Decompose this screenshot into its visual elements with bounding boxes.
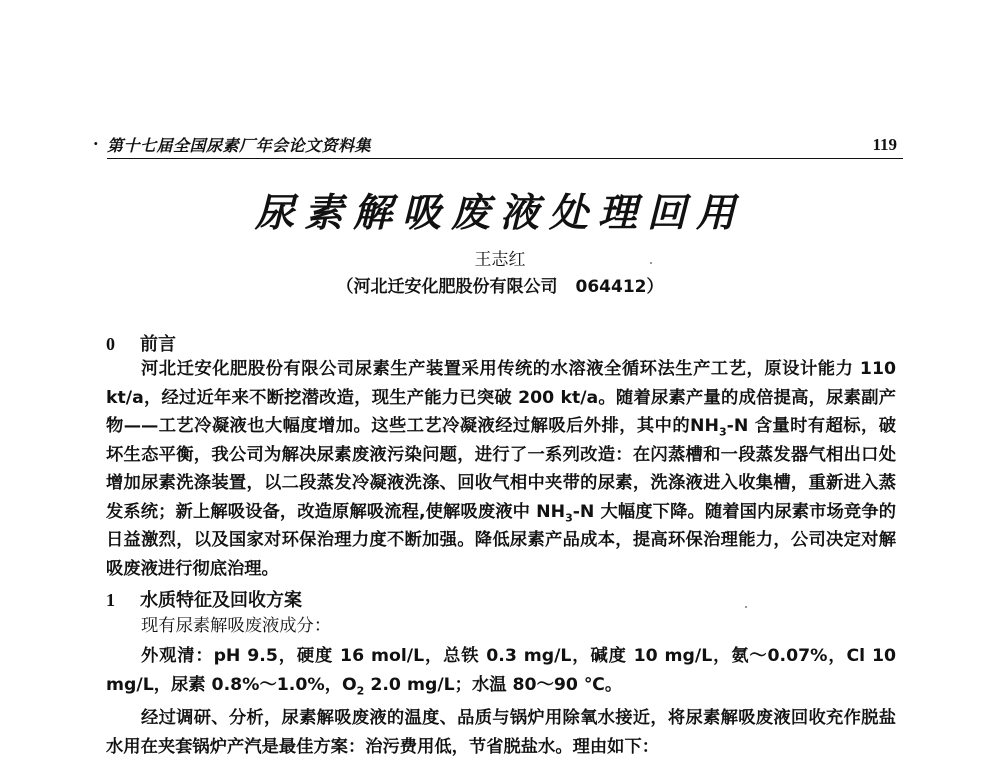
scan-speck xyxy=(745,606,747,608)
nh3-formula: $NH_3$ xyxy=(690,416,727,439)
nh3-formula-2: $NH_3$ xyxy=(536,501,573,524)
paragraph-recovery-plan: 经过调研、分析，尿素解吸废液的温度、品质与锅炉用除氧水接近，将尿素解吸废液回收充作脱盐水用在夹套锅炉产汽是最佳方案：治污费用低，节省脱盐水。理由如下： xyxy=(106,708,896,757)
header-rule xyxy=(107,158,903,159)
running-header xyxy=(93,133,903,163)
section-heading-preface xyxy=(106,330,176,356)
section-number: 1 xyxy=(106,590,115,610)
scan-speck xyxy=(650,262,652,264)
section-number: 0 xyxy=(106,334,115,354)
journal-name: 第十七届全国尿素厂年会论文资料集 xyxy=(107,136,372,155)
section-title: 水质特征及回收方案 xyxy=(140,590,302,611)
preface-text-3: -N 大幅度下降。随着国内尿素市场竞争的日益激烈，以及国家对环保治理力度不断加强。降低尿素产品成本，提高环保治理能力，公司决定对解吸废液进行彻底治理。 xyxy=(106,501,896,579)
header-bullet: · xyxy=(93,134,99,153)
paragraph-composition-values: 外观清：pH 9.5，硬度 16 mol/L，总铁 0.3 mg/L，碱度 10 mg/L，氨～0.07%，Cl 10 mg/L，尿素 0.8%～1.0%，$O_2$ 2.0 mg/L；水温 80～90 ℃。 xyxy=(106,646,896,697)
paragraph-preface xyxy=(106,355,896,583)
section-title: 前言 xyxy=(140,334,176,355)
preface-text-2: -N 含量时有超标，破坏生态平衡，我公司为解决尿素废液污染问题，进行了一系列改造：在闪蒸槽和一段蒸发器气相出口处增加尿素洗涤装置，以二段蒸发冷凝液洗涤、回收气相中夹带的尿素，洗涤液进入收集槽，重新进入蒸发系统；新上解吸设备，改造原解吸流程,使解吸废液中 xyxy=(106,416,896,522)
affiliation-name: （河北迁安化肥股份有限公司 xyxy=(336,277,558,297)
section-heading-water-quality xyxy=(106,586,302,612)
paragraph-composition-intro: 现有尿素解吸废液成分： xyxy=(141,616,332,636)
author-affiliation xyxy=(0,272,1000,297)
preface-text-1: 河北迁安化肥股份有限公司尿素生产装置采用传统的水溶液全循环法生产工艺，原设计能力 110 kt/a，经过近年来不断挖潜改造，现生产能力已突破 200 kt/a。随着尿素产量的成倍提高，尿素副产物——工艺冷凝液也大幅度增加。这些工艺冷凝液经过解吸后外排，其中的 xyxy=(106,359,896,436)
author-name: 王志红 xyxy=(474,250,526,270)
page-number: 119 xyxy=(872,135,897,154)
article-title: 尿素解吸废液处理回用 xyxy=(254,190,745,236)
postal-code: 064412） xyxy=(575,277,664,297)
